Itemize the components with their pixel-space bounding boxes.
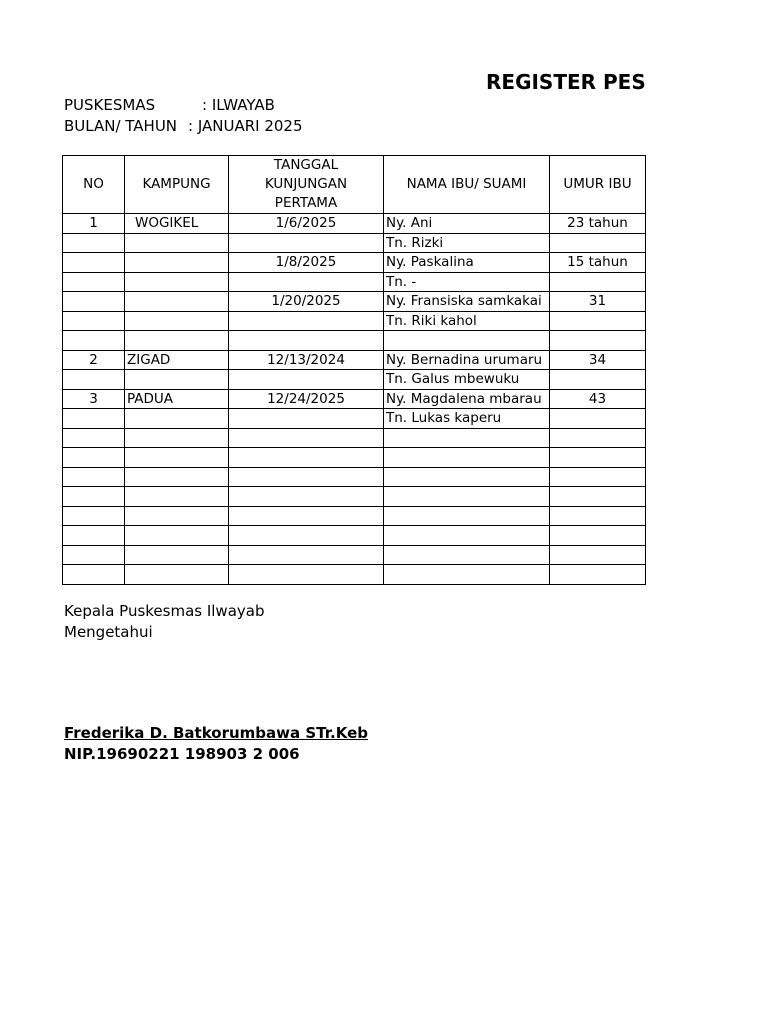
cell-kampung [125, 331, 229, 351]
cell-umur [550, 545, 646, 565]
cell-umur [550, 370, 646, 390]
cell-tanggal: 1/20/2025 [229, 292, 384, 312]
cell-tanggal [229, 311, 384, 331]
cell-umur [550, 233, 646, 253]
cell-kampung [125, 565, 229, 585]
cell-umur: 34 [550, 350, 646, 370]
cell-nama: Ny. Fransiska samkakai [384, 292, 550, 312]
cell-kampung [125, 272, 229, 292]
table-row [63, 506, 646, 526]
cell-umur: 23 tahun [550, 214, 646, 234]
cell-umur [550, 409, 646, 429]
cell-tanggal [229, 448, 384, 468]
cell-kampung [125, 545, 229, 565]
cell-umur [550, 565, 646, 585]
table-row [63, 214, 646, 234]
cell-tanggal: 1/6/2025 [229, 214, 384, 234]
cell-no [63, 253, 125, 273]
table-row [63, 545, 646, 565]
puskesmas-value: : ILWAYAB [202, 96, 275, 114]
cell-tanggal [229, 428, 384, 448]
cell-tanggal [229, 467, 384, 487]
cell-nama: Tn. Galus mbewuku [384, 370, 550, 390]
cell-umur [550, 428, 646, 448]
cell-nama [384, 331, 550, 351]
puskesmas-label: PUSKESMAS [64, 96, 156, 114]
table-row [63, 331, 646, 351]
cell-umur: 31 [550, 292, 646, 312]
cell-nama [384, 487, 550, 507]
cell-kampung [125, 292, 229, 312]
table-row [63, 428, 646, 448]
header-tanggal [229, 156, 384, 214]
signature-mengetahui: Mengetahui [64, 623, 153, 641]
cell-no [63, 272, 125, 292]
cell-umur [550, 467, 646, 487]
cell-kampung [125, 428, 229, 448]
cell-kampung [125, 526, 229, 546]
table-row [63, 370, 646, 390]
table-row [63, 292, 646, 312]
cell-no [63, 545, 125, 565]
cell-no [63, 487, 125, 507]
cell-tanggal [229, 565, 384, 585]
cell-nama: Ny. Paskalina [384, 253, 550, 273]
cell-umur [550, 526, 646, 546]
cell-kampung [125, 253, 229, 273]
cell-tanggal: 1/8/2025 [229, 253, 384, 273]
cell-umur: 43 [550, 389, 646, 409]
cell-umur [550, 506, 646, 526]
cell-tanggal [229, 506, 384, 526]
cell-nama: Tn. Lukas kaperu [384, 409, 550, 429]
signatory-nip: NIP.19690221 198903 2 006 [64, 745, 300, 763]
cell-tanggal [229, 409, 384, 429]
cell-no [63, 428, 125, 448]
cell-no [63, 409, 125, 429]
cell-no [63, 506, 125, 526]
cell-kampung: ZIGAD [125, 350, 229, 370]
table-row [63, 409, 646, 429]
cell-kampung [125, 487, 229, 507]
cell-kampung: WOGIKEL [125, 214, 229, 234]
table-row [63, 448, 646, 468]
cell-nama: Tn. Rizki [384, 233, 550, 253]
cell-nama: Tn. - [384, 272, 550, 292]
meta-bulan-tahun [64, 117, 303, 135]
cell-kampung [125, 448, 229, 468]
signature-title: Kepala Puskesmas Ilwayab [64, 602, 265, 620]
table-row [63, 350, 646, 370]
header-tanggal-line2: PERTAMA [274, 195, 338, 211]
bulan-tahun-label: BULAN/ TAHUN [64, 117, 178, 135]
cell-tanggal [229, 526, 384, 546]
table-body [63, 214, 646, 585]
cell-no [63, 331, 125, 351]
cell-nama [384, 545, 550, 565]
cell-nama [384, 448, 550, 468]
cell-kampung [125, 467, 229, 487]
cell-nama: Tn. Riki kahol [384, 311, 550, 331]
header-kampung: KAMPUNG [125, 156, 229, 214]
cell-nama: Ny. Ani [384, 214, 550, 234]
cell-nama: Ny. Bernadina urumaru [384, 350, 550, 370]
cell-no [63, 467, 125, 487]
cell-no [63, 233, 125, 253]
signatory-name: Frederika D. Batkorumbawa STr.Keb [64, 724, 368, 742]
cell-tanggal [229, 487, 384, 507]
header-nama: NAMA IBU/ SUAMI [384, 156, 550, 214]
cell-no [63, 370, 125, 390]
cell-kampung [125, 370, 229, 390]
table-row [63, 253, 646, 273]
cell-nama [384, 565, 550, 585]
cell-tanggal [229, 233, 384, 253]
cell-no: 3 [63, 389, 125, 409]
table-row [63, 311, 646, 331]
header-no: NO [63, 156, 125, 214]
header-tanggal-line1: TANGGAL KUNJUNGAN [264, 157, 348, 192]
cell-tanggal: 12/13/2024 [229, 350, 384, 370]
table-row [63, 487, 646, 507]
cell-no [63, 448, 125, 468]
table-row [63, 565, 646, 585]
table-row [63, 526, 646, 546]
cell-no: 1 [63, 214, 125, 234]
cell-no [63, 526, 125, 546]
cell-tanggal [229, 331, 384, 351]
cell-nama: Ny. Magdalena mbarau [384, 389, 550, 409]
cell-umur [550, 272, 646, 292]
cell-umur [550, 331, 646, 351]
cell-tanggal [229, 545, 384, 565]
cell-kampung [125, 506, 229, 526]
cell-kampung [125, 311, 229, 331]
cell-kampung [125, 409, 229, 429]
header-umur: UMUR IBU [550, 156, 646, 214]
cell-no [63, 292, 125, 312]
cell-no: 2 [63, 350, 125, 370]
cell-tanggal [229, 272, 384, 292]
cell-nama [384, 506, 550, 526]
cell-nama [384, 467, 550, 487]
register-table [62, 155, 646, 585]
document-title: REGISTER PES [486, 70, 646, 94]
meta-puskesmas [64, 96, 275, 114]
table-header-row [63, 156, 646, 214]
cell-no [63, 311, 125, 331]
cell-umur [550, 311, 646, 331]
cell-umur: 15 tahun [550, 253, 646, 273]
table-row [63, 272, 646, 292]
cell-nama [384, 428, 550, 448]
cell-umur [550, 448, 646, 468]
table-row [63, 467, 646, 487]
cell-tanggal [229, 370, 384, 390]
bulan-tahun-value: : JANUARI 2025 [188, 117, 303, 135]
cell-tanggal: 12/24/2025 [229, 389, 384, 409]
cell-kampung [125, 233, 229, 253]
cell-no [63, 565, 125, 585]
table-row [63, 233, 646, 253]
table-row [63, 389, 646, 409]
cell-kampung: PADUA [125, 389, 229, 409]
cell-umur [550, 487, 646, 507]
cell-nama [384, 526, 550, 546]
